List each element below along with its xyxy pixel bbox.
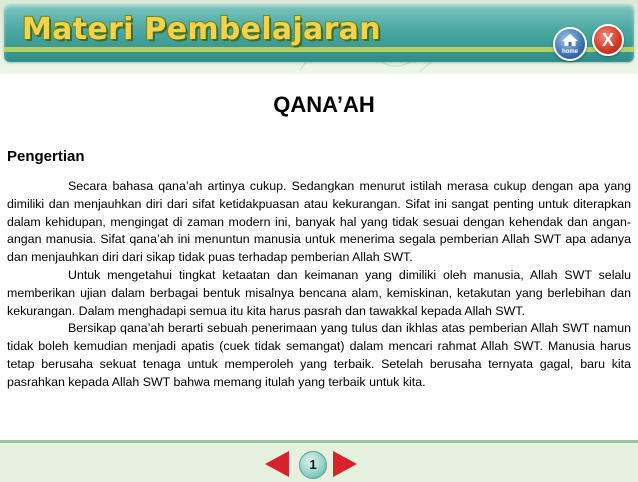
page-title [0, 92, 638, 118]
home-button[interactable] [553, 27, 587, 61]
header [0, 0, 638, 74]
title-bar [4, 4, 634, 62]
home-icon [561, 33, 579, 47]
page-title-text: QANA’AH [273, 92, 375, 117]
close-button[interactable]: X [592, 24, 624, 56]
arrow-right-icon[interactable] [333, 451, 357, 477]
footer-nav [0, 440, 638, 482]
paragraph: Bersikap qana’ah berarti sebuah penerimaan yang tulus dan ikhlas atas pemberian Allah SWT namun tidak boleh kemudian menjadi apatis (cuek tidak semangat) dalam mencari rahmat Allah SWT. Manusia harus tetap berusaha sekuat tenaga untuk memperoleh yang terbaik. Setelah berusaha ternyata gagal, baru kita pasrahkan kepada Allah SWT bahwa memang itulah yang terbaik untuk kita. [7, 321, 631, 389]
page-number: 1 [299, 451, 327, 479]
app-title: Materi Pembelajaran [22, 12, 381, 47]
home-label: home [561, 49, 578, 55]
subheading: Pengertian [7, 148, 85, 165]
arrow-left-icon[interactable] [265, 451, 289, 477]
body-text [7, 178, 631, 392]
content-panel [0, 74, 638, 440]
paragraph: Secara bahasa qana’ah artinya cukup. Sedangkan menurut istilah merasa cukup dengan apa yang dimiliki dan menjauhkan diri dari sifat ketidakpuasan atau kekurangan. Sifat ini sangat penting untuk diterapkan dalam kehidupan, mengingat di zaman modern ini, banyak hal yang tidak sesuai dengan kehendak dan angan-angan manusia. Sifat qana’ah ini menuntun manusia untuk menerima segala pemberian Allah SWT apa adanya dan menjauhkan diri dari sikap tidak puas terhadap pemberian Allah SWT. [7, 179, 631, 265]
paragraph: Untuk mengetahui tingkat ketaatan dan keimanan yang dimiliki oleh manusia, Allah SWT selalu memberikan ujian dalam berbagai bentuk misalnya bencana alam, kemiskinan, ketakutan yang berlebihan dan kekurangan. Dalam menghadapi semua itu kita harus pasrah dan tawakkal kepada Allah SWT. [7, 267, 631, 318]
